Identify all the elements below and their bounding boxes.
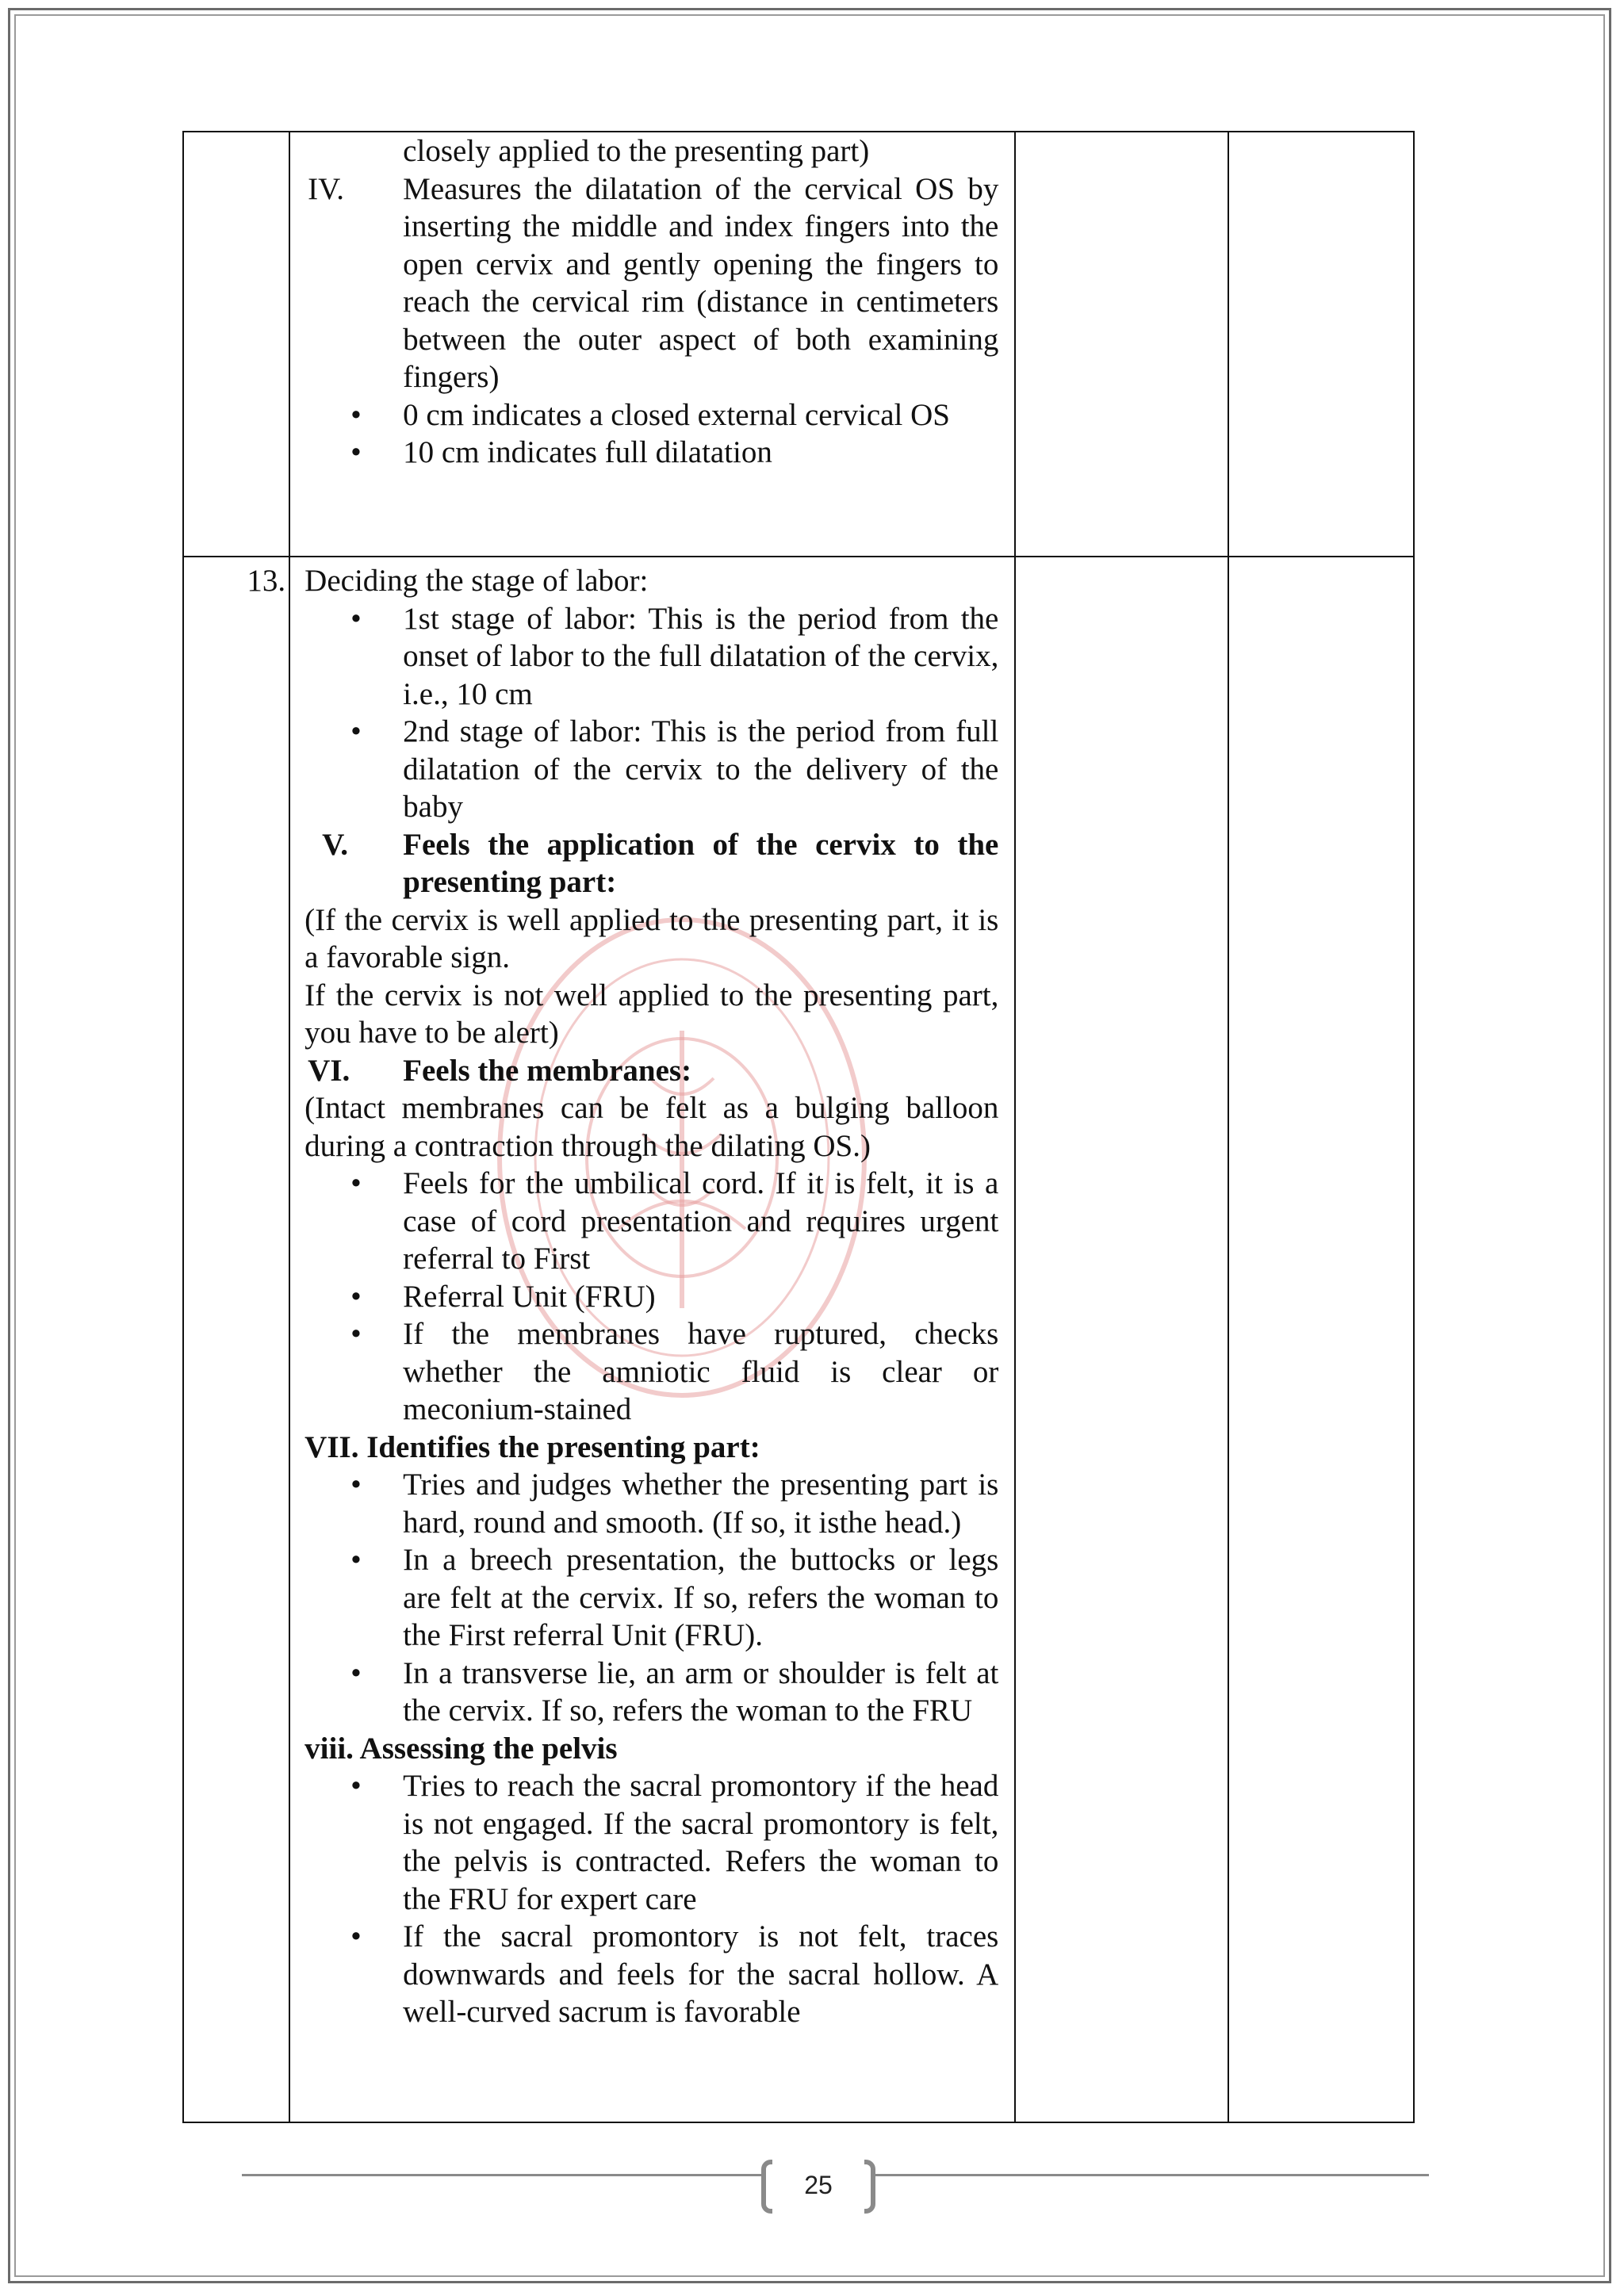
section-marker: V. <box>322 827 349 862</box>
bullet-icon: • <box>350 397 362 432</box>
section-title: Feels the application of the cervix to the presenting part: <box>403 827 999 899</box>
step-number-cell <box>183 132 289 557</box>
list-item-text: If the membranes have ruptured, checks whether the amniotic fluid is clear or meconium-stained <box>403 1317 999 1426</box>
bullet-icon: • <box>350 1655 362 1690</box>
step-heading: Deciding the stage of labor: <box>304 564 649 598</box>
table-row <box>183 557 1414 2122</box>
right-bracket-icon <box>864 2160 875 2214</box>
list-item-text: 0 cm indicates a closed external cervical OS <box>403 397 950 432</box>
section-title: viii. Assessing the pelvis <box>304 1731 618 1766</box>
step-number-cell: 13. <box>183 557 289 2122</box>
continued-text: closely applied to the presenting part) <box>403 134 870 168</box>
section-marker: VI. <box>308 1053 350 1088</box>
section-heading <box>304 1052 998 1090</box>
table-row <box>183 132 1414 557</box>
step-content-cell <box>289 557 1015 2122</box>
step-content-cell <box>289 132 1015 557</box>
list-item <box>304 1541 998 1655</box>
section-title: Feels the membranes: <box>403 1053 692 1088</box>
list-item <box>304 1918 998 2031</box>
list-item <box>304 434 998 472</box>
list-item <box>304 1466 998 1541</box>
empty-cell <box>1228 132 1414 557</box>
list-item <box>304 713 998 826</box>
list-item-text: Tries to reach the sacral promontory if the head is not engaged. If the sacral promontory is felt, the pelvis is contracted. Refers the woman to the FRU for expert care <box>403 1769 999 1916</box>
list-item <box>304 1315 998 1429</box>
list-marker: IV. <box>308 171 345 206</box>
section-heading <box>304 826 998 901</box>
bullet-icon: • <box>350 714 362 748</box>
bullet-icon: • <box>350 1769 362 1803</box>
list-item-text: 1st stage of labor: This is the period from the onset of labor to the full dilatation of the cervix, i.e., 10 cm <box>403 601 999 711</box>
bullet-icon: • <box>350 1919 362 1954</box>
list-item-text: In a transverse lie, an arm or shoulder is felt at the cervix. If so, refers the woman to the FRU <box>403 1655 999 1728</box>
list-item <box>304 396 998 434</box>
paragraph: If the cervix is not well applied to the presenting part, you have to be alert) <box>304 978 999 1050</box>
list-item <box>304 1655 998 1730</box>
bullet-icon: • <box>350 601 362 636</box>
list-item-text: Tries and judges whether the presenting part is hard, round and smooth. (If so, it isthe head.) <box>403 1468 999 1540</box>
paragraph: (If the cervix is well applied to the presenting part, it is a favorable sign. <box>304 902 999 974</box>
list-item-text: If the sacral promontory is not felt, traces downwards and feels for the sacral hollow. A well-curved sacrum is favorable <box>403 1919 999 2029</box>
list-item <box>304 170 998 396</box>
empty-cell <box>1228 557 1414 2122</box>
list-item-text: Measures the dilatation of the cervical OS by inserting the middle and index fingers into the open cervix and gently opening the fingers to reach the cervical rim (distance in centimeters between the outer aspect of both examining fingers) <box>403 171 999 394</box>
bullet-icon: • <box>350 1317 362 1351</box>
list-item-text: 10 cm indicates full dilatation <box>403 435 772 469</box>
list-item <box>304 600 998 714</box>
empty-cell <box>1015 132 1228 557</box>
bullet-icon: • <box>350 1166 362 1200</box>
footer-rule-left <box>242 2174 764 2176</box>
section-title: VII. Identifies the presenting part: <box>304 1429 760 1464</box>
bullet-icon: • <box>350 1543 362 1577</box>
list-item-text: Feels for the umbilical cord. If it is felt, it is a case of cord presentation and requires urgent referral to First <box>403 1166 999 1276</box>
empty-cell <box>1015 557 1228 2122</box>
bullet-icon: • <box>350 1279 362 1314</box>
list-item-text: 2nd stage of labor: This is the period from full dilatation of the cervix to the delivery of the baby <box>403 714 999 824</box>
procedure-table <box>182 131 1415 2123</box>
list-item <box>304 1278 998 1316</box>
page-number: 25 <box>804 2171 833 2199</box>
list-item-text: Referral Unit (FRU) <box>403 1279 656 1314</box>
paragraph: (Intact membranes can be felt as a bulging balloon during a contraction through the dilating OS.) <box>304 1091 999 1163</box>
list-item-text: In a breech presentation, the buttocks or legs are felt at the cervix. If so, refers the woman to the First referral Unit (FRU). <box>403 1543 999 1652</box>
list-item <box>304 1165 998 1278</box>
left-bracket-icon <box>761 2160 772 2214</box>
footer-rule-right <box>872 2174 1429 2176</box>
bullet-icon: • <box>350 1468 362 1502</box>
bullet-icon: • <box>350 435 362 469</box>
list-item <box>304 1767 998 1918</box>
